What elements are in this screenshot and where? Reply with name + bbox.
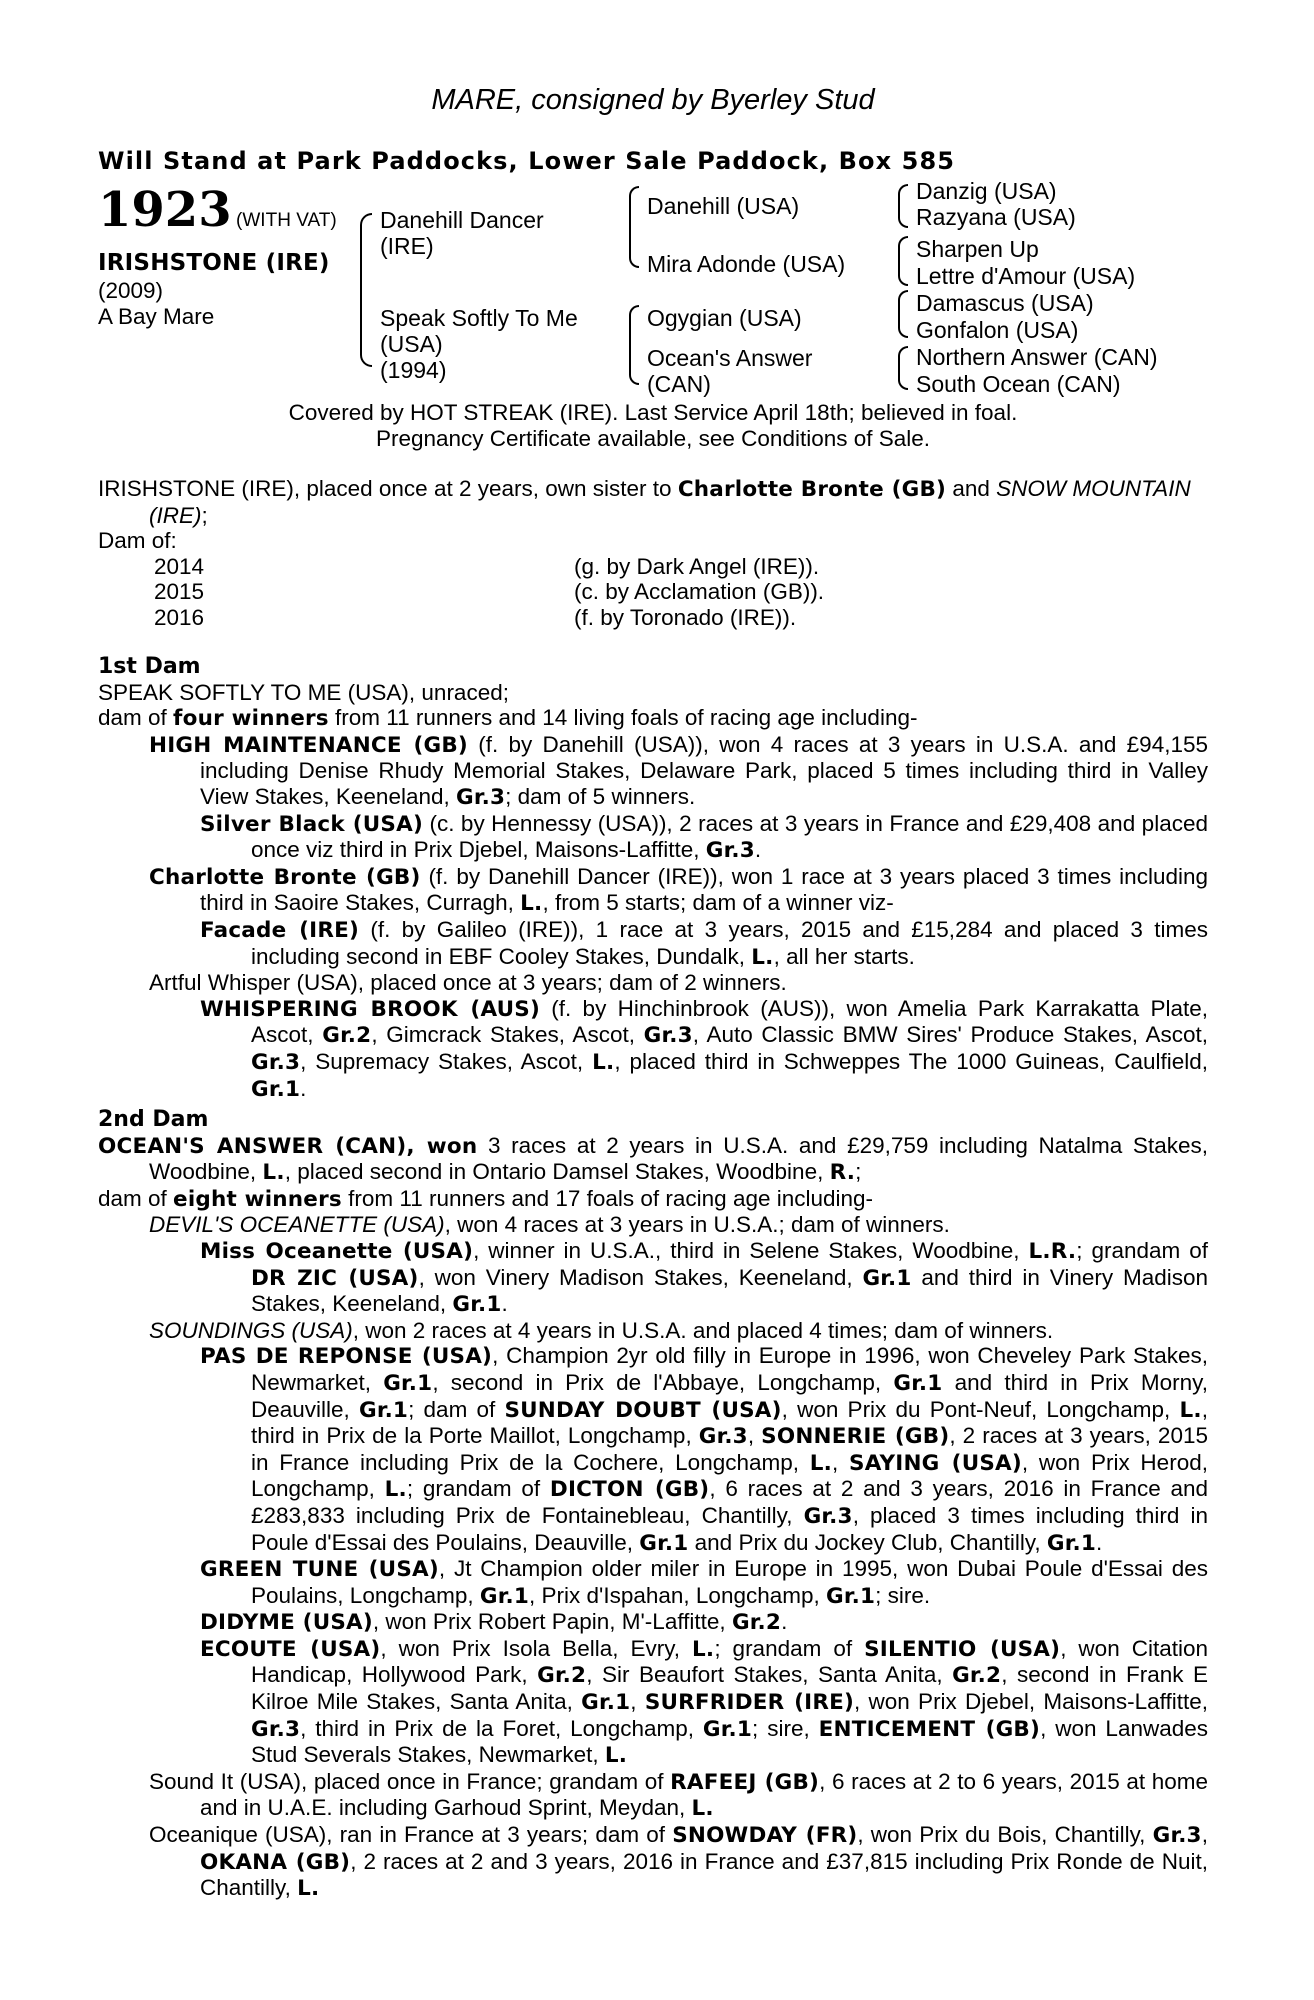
stand-location: Will Stand at Park Paddocks, Lower Sale Paddock, Box 585 bbox=[98, 147, 956, 175]
horse-year: (2009) bbox=[98, 278, 164, 303]
pedigree-brace-1 bbox=[360, 213, 372, 367]
pedigree-sire-sire: Danehill (USA) bbox=[647, 193, 800, 219]
pedigree-dds: Northern Answer (CAN) bbox=[916, 344, 1158, 370]
pedigree-sdd: Lettre d'Amour (USA) bbox=[916, 263, 1136, 289]
produce-artful-whisper: Artful Whisper (USA), placed once at 3 years; dam of 2 winners. bbox=[149, 970, 787, 996]
foal-row: 2016 (f. by Toronado (IRE)). bbox=[154, 604, 797, 630]
produce-oceanique: Oceanique (USA), ran in France at 3 years; dam of SNOWDAY (FR), won Prix du Bois, Chantilly, Gr.3, OKANA (GB), 2 races at 2 and 3 years, 2016 in France and £37,815 including Prix Ronde de Nuit, Chantilly, L. bbox=[149, 1822, 1208, 1902]
foal-row: 2015 (c. by Acclamation (GB)). bbox=[154, 579, 825, 605]
dam-of-label: Dam of: bbox=[98, 528, 177, 554]
produce-soundings: SOUNDINGS (USA), won 2 races at 4 years in U.S.A. and placed 4 times; dam of winners. bbox=[149, 1317, 1054, 1343]
produce-facade: Facade (IRE) (f. by Galileo (IRE)), 1 race at 3 years, 2015 and £15,284 and placed 3 times including second in EBF Cooley Stakes, Dundalk, L., all her starts. bbox=[200, 916, 1208, 970]
pedigree-brace-3a bbox=[898, 184, 908, 228]
catalogue-page bbox=[98, 0, 1208, 2000]
pedigree-dam-dam: Ocean's Answer (CAN) bbox=[647, 345, 813, 397]
produce-miss-oceanette: Miss Oceanette (USA), winner in U.S.A., third in Selene Stakes, Woodbine, L.R.; grandam of DR ZIC (USA), won Vinery Madison Stakes, Keeneland, Gr.1 and third in Vinery Madison Stakes, Keeneland, Gr.1. bbox=[200, 1237, 1208, 1318]
vat-note: (WITH VAT) bbox=[236, 210, 337, 231]
lot-number-block bbox=[98, 182, 337, 238]
pedigree-ssd: Razyana (USA) bbox=[916, 204, 1076, 230]
pedigree-brace-3d bbox=[898, 346, 908, 390]
second-dam-heading: 2nd Dam bbox=[98, 1107, 209, 1132]
horse-description: A Bay Mare bbox=[98, 304, 215, 329]
lot-number: 1923 bbox=[98, 182, 232, 238]
covered-note: Covered by HOT STREAK (IRE). Last Service April 18th; believed in foal. Pregnancy Certificate available, see Conditions of Sale. bbox=[288, 400, 1018, 451]
intro-section bbox=[98, 476, 1208, 631]
pedigree-sire-dam: Mira Adonde (USA) bbox=[647, 251, 846, 277]
produce-ecoute: ECOUTE (USA), won Prix Isola Bella, Evry, L.; grandam of SILENTIO (USA), won Citation Handicap, Hollywood Park, Gr.2, Sir Beaufort Stakes, Santa Anita, Gr.2, second in Frank E Kilroe Mile Stakes, Santa Anita, Gr.1, SURFRIDER (IRE), won Prix Djebel, Maisons-Laffitte, Gr.3, third in Prix de la Foret, Longchamp, Gr.1; sire, ENTICEMENT (GB), won Lanwades Stud Severals Stakes, Newmarket, L. bbox=[200, 1635, 1209, 1769]
page-title: MARE, consigned by Byerley Stud bbox=[431, 84, 875, 116]
foal-row: 2014 (g. by Dark Angel (IRE)). bbox=[154, 553, 820, 579]
pedigree-brace-2a bbox=[629, 186, 639, 268]
produce-charlotte-bronte: Charlotte Bronte (GB) (f. by Danehill Dancer (IRE)), won 1 race at 3 years placed 3 times including third in Saoire Stakes, Curragh, L., from 5 starts; dam of a winner viz- bbox=[149, 863, 1208, 917]
pedigree-dam-sire: Ogygian (USA) bbox=[647, 305, 802, 331]
pedigree-dam: Speak Softly To Me (USA) (1994) bbox=[380, 305, 578, 383]
pedigree-sds: Sharpen Up bbox=[916, 236, 1039, 262]
pedigree-brace-3c bbox=[898, 290, 908, 338]
produce-devils-oceanette: DEVIL'S OCEANETTE (USA), won 4 races at 3 years in U.S.A.; dam of winners. bbox=[149, 1212, 950, 1238]
produce-high-maintenance: HIGH MAINTENANCE (GB) (f. by Danehill (USA)), won 4 races at 3 years in U.S.A. and £94,155 including Denise Rhudy Memorial Stakes, Delaware Park, placed 5 times including third in Valley View Stakes, Keeneland, Gr.3; dam of 5 winners. bbox=[149, 731, 1209, 810]
pedigree-brace-2b bbox=[629, 305, 639, 385]
pedigree-sss: Danzig (USA) bbox=[916, 178, 1057, 204]
produce-whispering-brook: WHISPERING BROOK (AUS) (f. by Hinchinbrook (AUS)), won Amelia Park Karrakatta Plate, Ascot, Gr.2, Gimcrack Stakes, Ascot, Gr.3, Auto Classic BMW Sires' Produce Stakes, Ascot, Gr.3, Supremacy Stakes, Ascot, L., placed third in Schweppes The 1000 Guineas, Caulfield, Gr.1. bbox=[200, 995, 1209, 1102]
first-dam-heading: 1st Dam bbox=[98, 654, 201, 679]
second-dam-section bbox=[98, 1107, 1208, 1902]
produce-didyme: DIDYME (USA), won Prix Robert Papin, M'-Laffitte, Gr.2. bbox=[200, 1609, 788, 1636]
sibling-snow-mountain: SNOW MOUNTAIN (IRE) bbox=[149, 476, 1191, 528]
second-dam-name: OCEAN'S ANSWER (CAN), won 3 races at 2 years in U.S.A. and £29,759 including Natalma Stakes, Woodbine, L., placed second in Ontario Damsel Stakes, Woodbine, R.; bbox=[98, 1132, 1208, 1186]
sibling-charlotte-bronte: Charlotte Bronte (GB) bbox=[677, 477, 947, 502]
first-dam-section bbox=[98, 654, 1208, 1102]
first-dam-produce: dam of four winners from 11 runners and 14 living foals of racing age including- bbox=[98, 705, 918, 732]
pedigree-brace-3b bbox=[898, 236, 908, 286]
produce-green-tune: GREEN TUNE (USA), Jt Champion older miler in Europe in 1995, won Dubai Poule d'Essai des Poulains, Longchamp, Gr.1, Prix d'Ispahan, Longchamp, Gr.1; sire. bbox=[200, 1556, 1209, 1609]
pedigree-dsd: Gonfalon (USA) bbox=[916, 317, 1079, 343]
produce-sound-it: Sound It (USA), placed once in France; grandam of RAFEEJ (GB), 6 races at 2 to 6 years, 2015 at home and in U.A.E. including Garhoud Sprint, Meydan, L. bbox=[149, 1768, 1208, 1822]
intro-paragraph: IRISHSTONE (IRE), placed once at 2 years, own sister to Charlotte Bronte (GB) and SNOW MOUNTAIN (IRE); bbox=[98, 476, 1191, 528]
first-dam-name: SPEAK SOFTLY TO ME (USA), unraced; bbox=[98, 679, 509, 705]
second-dam-produce: dam of eight winners from 11 runners and 17 foals of racing age including- bbox=[98, 1185, 874, 1212]
pedigree-dss: Damascus (USA) bbox=[916, 290, 1094, 316]
produce-pas-de-reponse: PAS DE REPONSE (USA), Champion 2yr old filly in Europe in 1996, won Cheveley Park Stakes, Newmarket, Gr.1, second in Prix de l'Abbaye, Longchamp, Gr.1 and third in Prix Morny, Deauville, Gr.1; dam of SUNDAY DOUBT (USA), won Prix du Pont-Neuf, Longchamp, L., third in Prix de la Porte Maillot, Longchamp, Gr.3, SONNERIE (GB), 2 races at 3 years, 2015 in France including Prix de la Cochere, Longchamp, L., SAYING (USA), won Prix Herod, Longchamp, L.; grandam of DICTON (GB), 6 races at 2 and 3 years, 2016 in France and £283,833 including Prix de Fontainebleau, Chantilly, Gr.3, placed 3 times including third in Poule d'Essai des Poulains, Deauville, Gr.1 and Prix du Jockey Club, Chantilly, Gr.1. bbox=[200, 1343, 1209, 1556]
horse-name: IRISHSTONE (IRE) bbox=[98, 250, 330, 276]
pedigree-ddd: South Ocean (CAN) bbox=[916, 371, 1121, 397]
produce-silver-black: Silver Black (USA) (c. by Hennessy (USA)), 2 races at 3 years in France and £29,408 and placed once viz third in Prix Djebel, Maisons-Laffitte, Gr.3. bbox=[200, 810, 1208, 864]
pedigree-sire: Danehill Dancer (IRE) bbox=[380, 207, 544, 259]
